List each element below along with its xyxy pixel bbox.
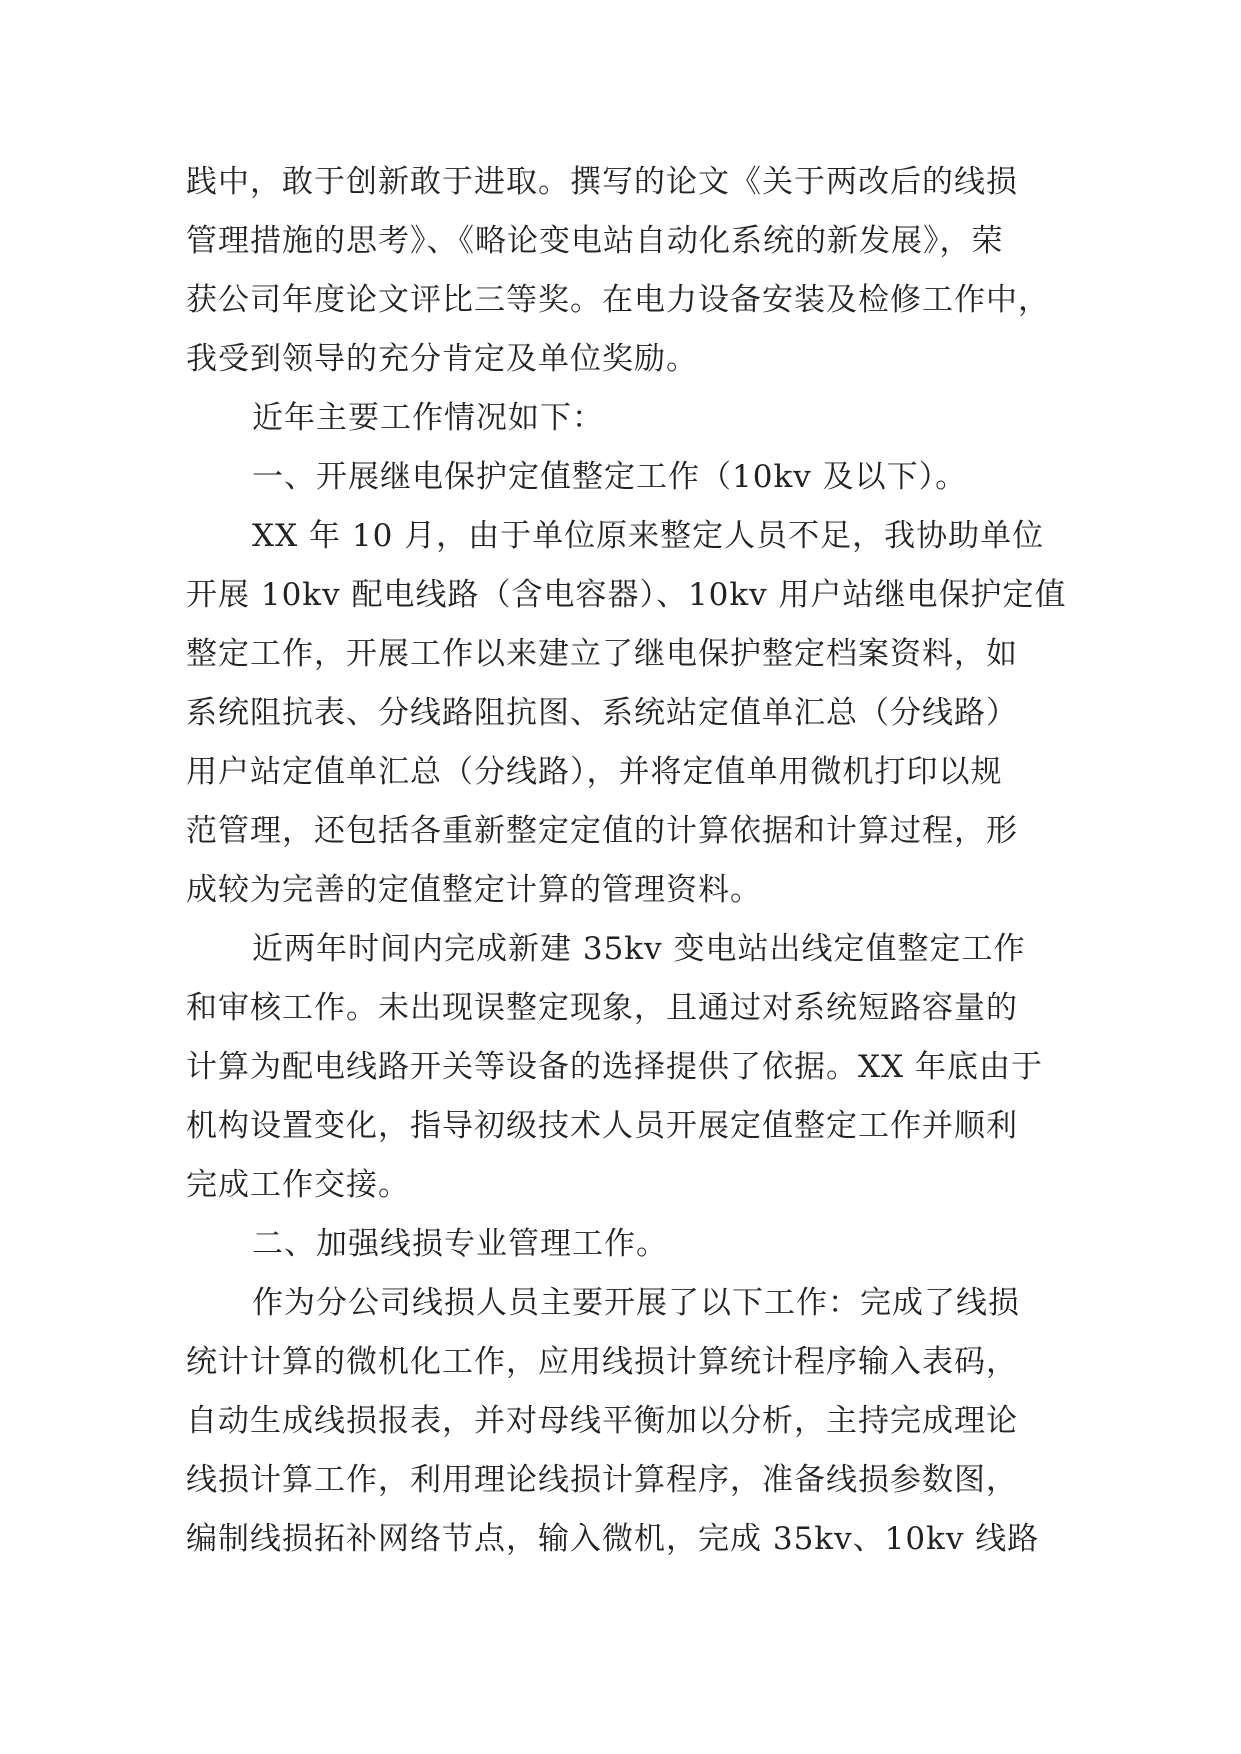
- text-line: 自动生成线损报表，并对母线平衡加以分析，主持完成理论: [186, 1403, 1018, 1439]
- text-line: 完成工作交接。: [186, 1167, 410, 1203]
- text-line: 近年主要工作情况如下：: [252, 400, 604, 436]
- section-heading: 一、开展继电保护定值整定工作（10kv 及以下）。: [252, 459, 968, 495]
- section-heading: 二、加强线损专业管理工作。: [252, 1226, 668, 1262]
- text-line: 和审核工作。未出现误整定现象，且通过对系统短路容量的: [186, 990, 1018, 1026]
- text-line: 线损计算工作，利用理论线损计算程序，准备线损参数图，: [186, 1462, 1018, 1498]
- text-line: 获公司年度论文评比三等奖。在电力设备安装及检修工作中，: [186, 282, 1050, 318]
- text-line: 用户站定值单汇总（分线路），并将定值单用微机打印以规: [186, 754, 1003, 790]
- text-line: 作为分公司线损人员主要开展了以下工作：完成了线损: [252, 1285, 1020, 1321]
- text-line: 开展 10kv 配电线路（含电容器）、10kv 用户站继电保护定值: [186, 577, 1067, 613]
- text-line: 近两年时间内完成新建 35kv 变电站出线定值整定工作: [252, 931, 1026, 967]
- text-line: 范管理，还包括各重新整定定值的计算依据和计算过程，形: [186, 813, 1018, 849]
- text-line: XX 年 10 月，由于单位原来整定人员不足，我协助单位: [252, 518, 1045, 554]
- text-line: 整定工作，开展工作以来建立了继电保护整定档案资料，如: [186, 636, 1018, 672]
- text-line: 编制线损拓补网络节点，输入微机，完成 35kv、10kv 线路: [186, 1521, 1040, 1557]
- text-line: 践中，敢于创新敢于进取。撰写的论文《关于两改后的线损: [186, 164, 1018, 200]
- text-line: 我受到领导的充分肯定及单位奖励。: [186, 341, 698, 377]
- text-line: 统计计算的微机化工作，应用线损计算统计程序输入表码，: [186, 1344, 1018, 1380]
- text-line: 管理措施的思考》、《略论变电站自动化系统的新发展》，荣: [186, 223, 1004, 259]
- text-line: 机构设置变化，指导初级技术人员开展定值整定工作并顺利: [186, 1108, 1018, 1144]
- text-line: 系统阻抗表、分线路阻抗图、系统站定值单汇总（分线路）: [186, 695, 1018, 731]
- text-line: 成较为完善的定值整定计算的管理资料。: [186, 872, 762, 908]
- text-line: 计算为配电线路开关等设备的选择提供了依据。XX 年底由于: [186, 1049, 1043, 1085]
